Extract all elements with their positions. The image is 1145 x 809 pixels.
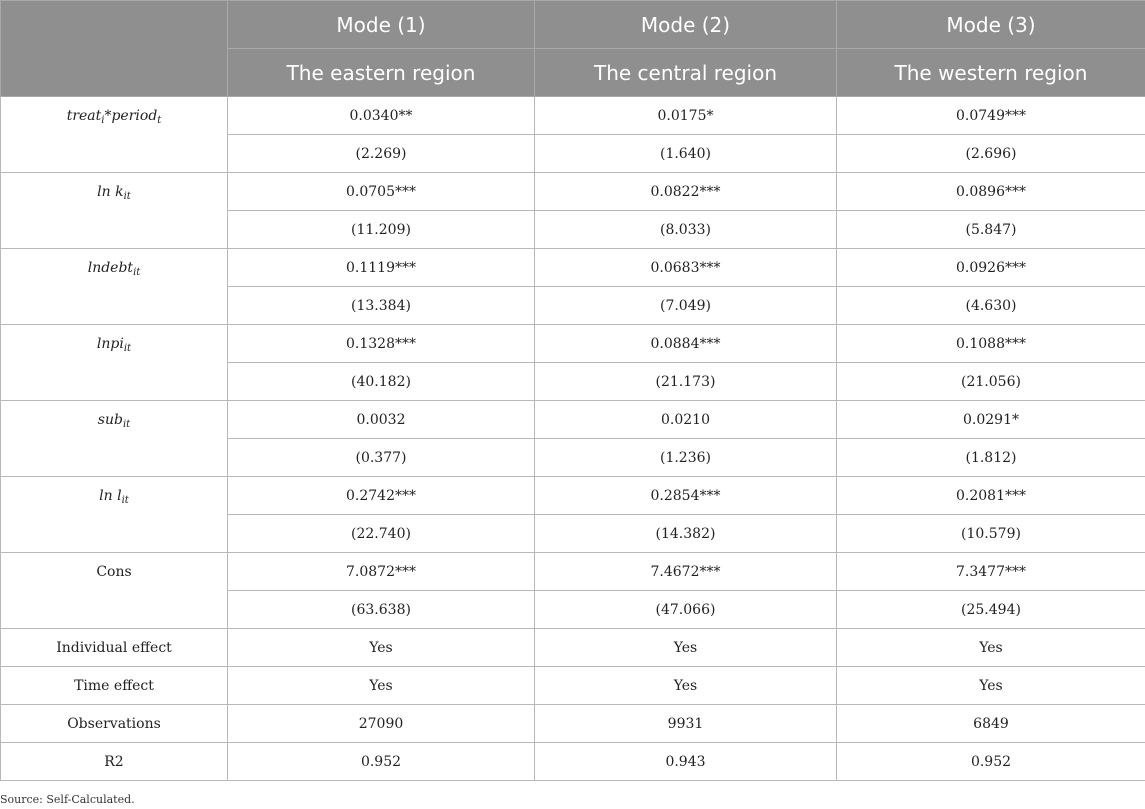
summary-value-cell: Yes	[535, 629, 837, 667]
variable-base: sub	[97, 412, 123, 428]
t-statistic-cell: (1.640)	[535, 135, 837, 173]
table-row	[1, 173, 1145, 211]
variable-base: lndebt	[87, 260, 134, 276]
variable-name-cell	[1, 325, 228, 401]
coefficient-cell: 0.0896***	[837, 173, 1145, 211]
summary-label-cell: Observations	[1, 705, 228, 743]
coefficient-cell: 0.0884***	[535, 325, 837, 363]
t-statistic-cell: (4.630)	[837, 287, 1145, 325]
coefficient-cell: 0.0175*	[535, 97, 837, 135]
summary-value-cell: 0.952	[228, 743, 535, 781]
variable-subscript: t	[157, 115, 162, 126]
variable-name-cell	[1, 249, 228, 325]
coefficient-cell: 0.2854***	[535, 477, 837, 515]
t-statistic-cell: (10.579)	[837, 515, 1145, 553]
coefficient-cell: 0.0822***	[535, 173, 837, 211]
variable-name-cell	[1, 401, 228, 477]
summary-value-cell: 27090	[228, 705, 535, 743]
table-row	[1, 743, 1145, 781]
summary-value-cell: Yes	[535, 667, 837, 705]
variable-subscript: i	[101, 115, 105, 126]
table-header	[1, 1, 1145, 97]
table-row	[1, 249, 1145, 287]
t-statistic-cell: (7.049)	[535, 287, 837, 325]
coefficient-cell: 0.0683***	[535, 249, 837, 287]
summary-value-cell: Yes	[837, 629, 1145, 667]
t-statistic-cell: (1.812)	[837, 439, 1145, 477]
t-statistic-cell: (63.638)	[228, 591, 535, 629]
coefficient-cell: 7.3477***	[837, 553, 1145, 591]
summary-value-cell: Yes	[228, 667, 535, 705]
summary-value-cell: Yes	[837, 667, 1145, 705]
variable-base: lnpi	[96, 336, 124, 352]
t-statistic-cell: (2.269)	[228, 135, 535, 173]
variable-subscript: it	[121, 495, 129, 506]
t-statistic-cell: (21.056)	[837, 363, 1145, 401]
variable-subscript: it	[122, 419, 131, 430]
coefficient-cell: 0.0032	[228, 401, 535, 439]
summary-label-cell: Individual effect	[1, 629, 228, 667]
t-statistic-cell: (11.209)	[228, 211, 535, 249]
variable-base: Cons	[96, 564, 132, 580]
t-statistic-cell: (8.033)	[535, 211, 837, 249]
header-corner-cell	[1, 1, 228, 97]
header-model-1: Mode (1)	[228, 1, 535, 49]
table-row	[1, 667, 1145, 705]
header-region-1: The eastern region	[228, 49, 535, 97]
coefficient-cell: 0.0749***	[837, 97, 1145, 135]
variable-subscript: it	[123, 191, 131, 202]
source-note: Source: Self-Calculated.	[0, 793, 135, 806]
summary-value-cell: 0.943	[535, 743, 837, 781]
variable-name-cell	[1, 173, 228, 249]
variable-name-cell	[1, 477, 228, 553]
table-row	[1, 325, 1145, 363]
t-statistic-cell: (47.066)	[535, 591, 837, 629]
coefficient-cell: 7.4672***	[535, 553, 837, 591]
t-statistic-cell: (5.847)	[837, 211, 1145, 249]
summary-value-cell: 9931	[535, 705, 837, 743]
coefficient-cell: 0.2081***	[837, 477, 1145, 515]
coefficient-cell: 0.0291*	[837, 401, 1145, 439]
header-region-2: The central region	[535, 49, 837, 97]
t-statistic-cell: (21.173)	[535, 363, 837, 401]
variable-base: treat	[66, 108, 102, 124]
variable-name-cell	[1, 97, 228, 173]
header-model-3: Mode (3)	[837, 1, 1145, 49]
coefficient-cell: 0.1119***	[228, 249, 535, 287]
header-model-2: Mode (2)	[535, 1, 837, 49]
summary-value-cell: 6849	[837, 705, 1145, 743]
variable-base: ln k	[97, 184, 124, 200]
t-statistic-cell: (25.494)	[837, 591, 1145, 629]
table-row	[1, 477, 1145, 515]
summary-label-cell: R2	[1, 743, 228, 781]
t-statistic-cell: (14.382)	[535, 515, 837, 553]
coefficient-cell: 0.1328***	[228, 325, 535, 363]
variable-base: ln l	[99, 488, 122, 504]
coefficient-cell: 0.0926***	[837, 249, 1145, 287]
t-statistic-cell: (22.740)	[228, 515, 535, 553]
t-statistic-cell: (2.696)	[837, 135, 1145, 173]
variable-subscript: it	[133, 267, 141, 278]
summary-label-cell: Time effect	[1, 667, 228, 705]
table-row	[1, 97, 1145, 135]
variable-middle: *period	[104, 108, 158, 124]
summary-value-cell: Yes	[228, 629, 535, 667]
coefficient-cell: 0.2742***	[228, 477, 535, 515]
t-statistic-cell: (0.377)	[228, 439, 535, 477]
header-region-3: The western region	[837, 49, 1145, 97]
coefficient-cell: 0.1088***	[837, 325, 1145, 363]
coefficient-cell: 0.0340**	[228, 97, 535, 135]
header-row-models	[1, 1, 1145, 49]
variable-subscript: it	[123, 343, 132, 354]
t-statistic-cell: (1.236)	[535, 439, 837, 477]
table-row	[1, 705, 1145, 743]
t-statistic-cell: (40.182)	[228, 363, 535, 401]
variable-name-cell	[1, 553, 228, 629]
coefficient-cell: 0.0210	[535, 401, 837, 439]
coefficient-cell: 0.0705***	[228, 173, 535, 211]
summary-value-cell: 0.952	[837, 743, 1145, 781]
coefficient-cell: 7.0872***	[228, 553, 535, 591]
table-row	[1, 629, 1145, 667]
table-row	[1, 401, 1145, 439]
table-row	[1, 553, 1145, 591]
table-body	[1, 97, 1145, 781]
t-statistic-cell: (13.384)	[228, 287, 535, 325]
